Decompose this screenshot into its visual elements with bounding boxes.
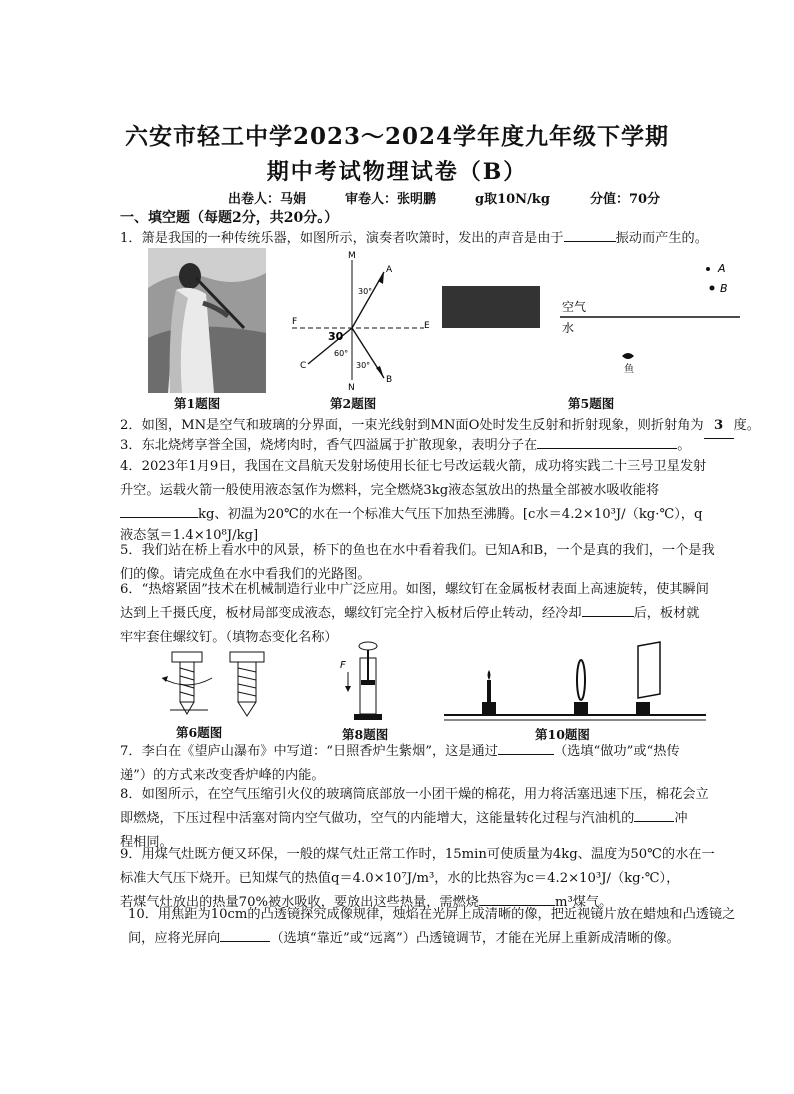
fig5-caption: 第5题图 — [568, 396, 615, 411]
label-E: E — [424, 321, 430, 331]
paper-reviewer: 审卷人：张明鹏 — [345, 192, 437, 207]
answer-blank[interactable] — [564, 241, 616, 242]
force-label: F — [340, 660, 346, 671]
fig10-caption: 第10题图 — [535, 727, 590, 742]
question-3: 3．东北烧烤享誉全国，烧烤肉时，香气四溢属于扩散现象，表明分子在 。 — [120, 438, 691, 453]
angle-30-bottom: 30° — [356, 361, 371, 370]
fig8-caption: 第8题图 — [342, 727, 389, 742]
total-score: 分值：70分 — [590, 192, 661, 207]
angle-30-left: 30 — [328, 330, 344, 343]
answer-blank[interactable]: 3 — [704, 414, 734, 439]
answer-blank[interactable] — [120, 517, 198, 518]
fig5-fish-light-path-diagram — [440, 256, 760, 386]
question-4: 4．2023年1月9日，我国在文昌航天发射场使用长征七号改运载火箭，成功将实践二十三号卫星发射 升空。运载火箭一般使用液态氢作为燃料，完全燃烧3kg液态氢放出的热量全部被水吸收能将 kg、初温为20℃的水在一个标准大气压下加热至沸腾。[c水＝4.2×10³J/（kg·℃），q 液态氢＝1.4×10⁸J/kg] — [120, 459, 707, 543]
label-F: F — [292, 317, 298, 327]
label-N: N — [348, 383, 355, 393]
label-B: B — [386, 375, 393, 385]
fig1-caption: 第1题图 — [174, 396, 221, 411]
exam-title-line1: 六安市轻工中学2023～2024学年度九年级下学期 — [124, 123, 670, 150]
fig10-optical-bench — [440, 640, 710, 730]
paper-setter: 出卷人：马娟 — [228, 192, 307, 207]
label-fish: 鱼 — [624, 364, 634, 375]
answer-blank[interactable] — [634, 821, 674, 822]
point-A-label: A — [718, 262, 726, 275]
answer-blank[interactable] — [537, 448, 677, 449]
flute-player-photo — [148, 248, 266, 393]
question-7: 7．李白在《望庐山瀑布》中写道：“日照香炉生紫烟”，这是通过 （选填“做功”或“热传 递”）的方式来改变香炉峰的内能。 — [120, 744, 680, 783]
angle-60: 60° — [334, 349, 349, 358]
question-6: 6．“热熔紧固”技术在机械制造行业中广泛应用。如图，螺纹钉在金属板材表面上高速旋转，使其瞬间 达到上千摄氏度，板材局部变成液态，螺纹钉完全拧入板材后停止转动，经冷却 后，板材就 牢牢套住螺纹钉。（填物态变化名称） — [120, 582, 709, 645]
label-water: 水 — [562, 321, 575, 335]
point-B-label: B — [720, 282, 728, 295]
fig2-reflection-refraction-diagram — [288, 248, 436, 393]
fig8-air-compression-igniter — [336, 640, 396, 725]
fig6-caption: 第6题图 — [176, 725, 223, 740]
fig2-caption: 第2题图 — [330, 396, 377, 411]
question-8: 8．如图所示，在空气压缩引火仪的玻璃筒底部放一小团干燥的棉花，用力将活塞迅速下压，棉花会立 即燃烧，下压过程中活塞对筒内空气做功，空气的内能增大，这能量转化过程与汽油机的 冲 程相同。 — [120, 787, 709, 850]
answer-blank[interactable] — [498, 754, 554, 755]
question-10: 10．用焦距为10cm的凸透镜探究成像规律，烛焰在光屏上成清晰的像，把近视镜片放在蜡烛和凸透镜之 间，应将光屏向 （选填“靠近”或“远离”）凸透镜调节，才能在光屏上重新成清晰的像。 — [128, 907, 736, 946]
g-value: g取10N/kg — [475, 192, 550, 207]
angle-30-top: 30° — [358, 287, 373, 296]
answer-blank[interactable] — [582, 616, 634, 617]
question-5: 5．我们站在桥上看水中的风景，桥下的鱼也在水中看着我们。已知A和B，一个是真的我们，一个是我 们的像。请完成鱼在水中看我们的光路图。 — [120, 543, 715, 582]
question-1: 1．箫是我国的一种传统乐器，如图所示，演奏者吹箫时，发出的声音是由于 振动而产生的。 — [120, 231, 708, 246]
label-air: 空气 — [562, 300, 587, 314]
label-C: C — [300, 361, 307, 371]
section-heading: 一、填空题（每题2分，共20分。） — [120, 210, 339, 226]
fig6-screw-diagram — [150, 648, 275, 720]
label-A: A — [386, 265, 393, 275]
exam-title-line2: 期中考试物理试卷（B） — [266, 159, 528, 185]
label-M: M — [348, 251, 356, 261]
question-2: 2．如图，MN是空气和玻璃的分界面，一束光线射到MN面O处时发生反射和折射现象，则折射角为 3 度。 — [120, 414, 765, 439]
answer-blank[interactable] — [220, 941, 270, 942]
question-9: 9．用煤气灶既方便又环保，一般的煤气灶正常工作时，15min可使质量为4kg、温度为50℃的水在一 标准大气压下烧开。已知煤气的热值q＝4.0×10⁷J/m³，水的比热容为c＝4.2×10³J/（kg·℃）， 若煤气灶放出的热量70%被水吸收，要放出这些热量，需燃烧 m³煤气。 — [120, 847, 715, 910]
